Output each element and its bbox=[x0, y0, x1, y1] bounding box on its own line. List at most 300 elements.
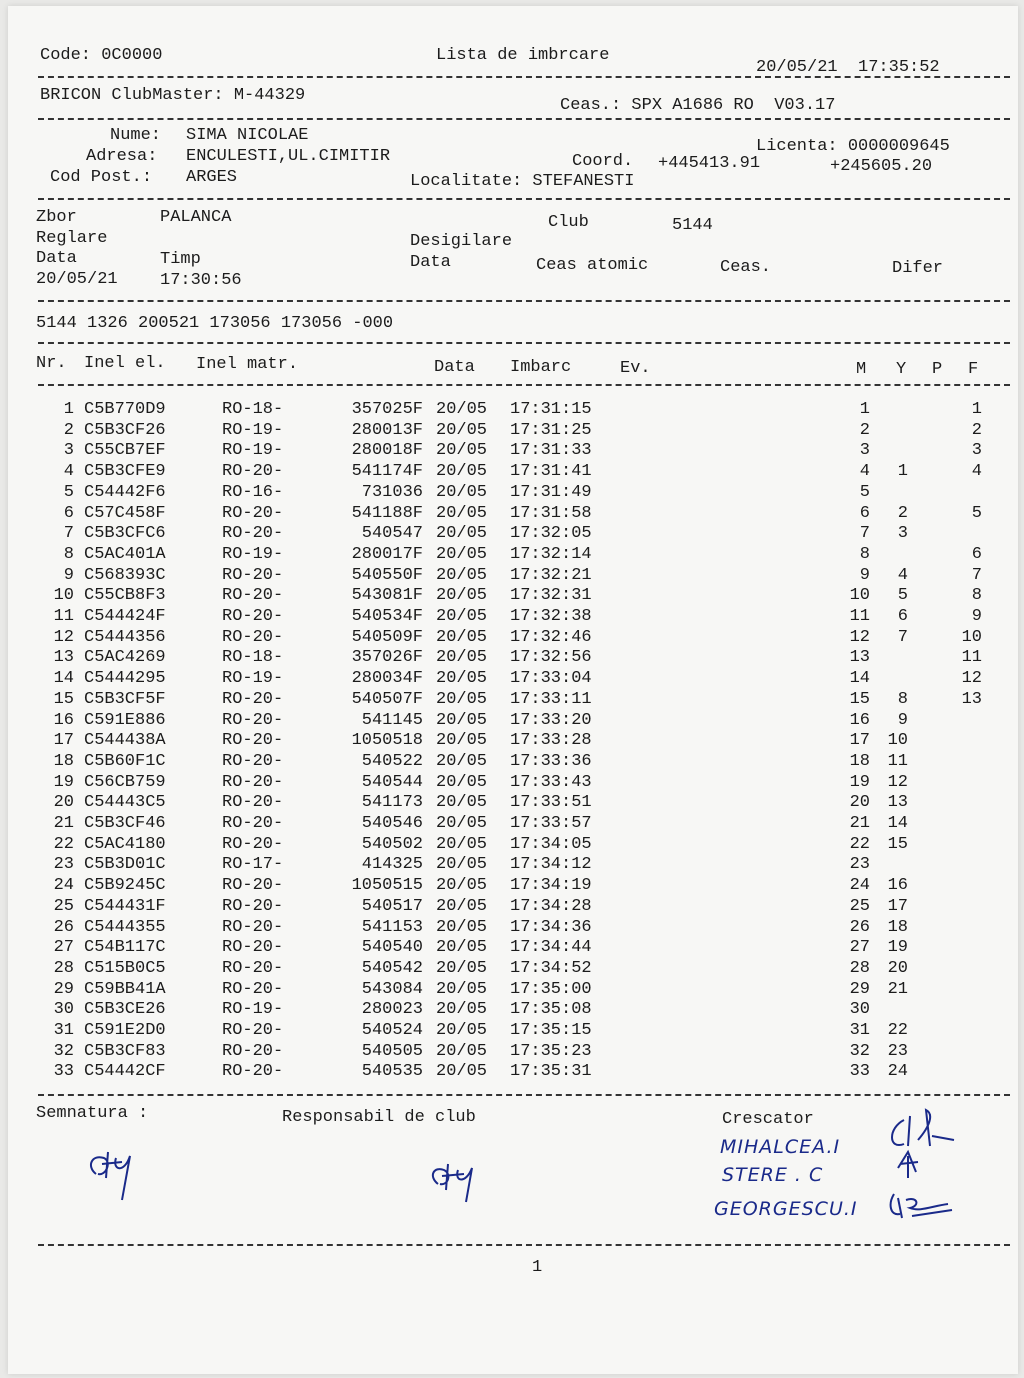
cell-f: 2 bbox=[971, 420, 982, 440]
cell-el: C55CB7EF bbox=[84, 441, 166, 461]
cell-pre: RO-19- bbox=[222, 420, 284, 440]
cell-num: 541145 bbox=[361, 710, 423, 730]
cell-date: 20/05 bbox=[436, 503, 488, 523]
cell-m: 16 bbox=[849, 710, 870, 730]
col-ev: Ev. bbox=[620, 359, 651, 378]
cell-pre: RO-20- bbox=[222, 524, 284, 544]
cell-el: C54443C5 bbox=[84, 793, 166, 813]
owner-address: ENCULESTI,UL.CIMITIR bbox=[186, 147, 391, 166]
cell-el: C59BB41A bbox=[84, 979, 166, 999]
cell-time: 17:32:14 bbox=[510, 544, 592, 564]
cell-m: 32 bbox=[849, 1041, 870, 1061]
cell-y: 17 bbox=[887, 896, 908, 916]
cell-pre: RO-20- bbox=[222, 896, 284, 916]
table-row bbox=[8, 835, 1018, 856]
cell-m: 29 bbox=[849, 979, 870, 999]
cell-f: 6 bbox=[971, 544, 982, 564]
cell-num: 540540 bbox=[361, 938, 423, 958]
cell-pre: RO-20- bbox=[222, 462, 284, 482]
cell-time: 17:32:31 bbox=[510, 586, 592, 606]
cell-m: 25 bbox=[849, 896, 870, 916]
cell-time: 17:34:05 bbox=[510, 834, 592, 854]
cell-num: 543084 bbox=[361, 979, 423, 999]
cell-pre: RO-20- bbox=[222, 731, 284, 751]
table-row bbox=[8, 814, 1018, 835]
cell-el: C56CB759 bbox=[84, 772, 166, 792]
cell-el: C5B60F1C bbox=[84, 751, 166, 771]
col-data: Data bbox=[434, 358, 475, 377]
cell-pre: RO-20- bbox=[222, 917, 284, 937]
cell-m: 30 bbox=[849, 1000, 870, 1020]
cell-y: 24 bbox=[887, 1062, 908, 1082]
table-row bbox=[8, 1021, 1018, 1042]
cell-el: C591E886 bbox=[84, 710, 166, 730]
cell-pre: RO-20- bbox=[222, 876, 284, 896]
cell-time: 17:31:25 bbox=[510, 420, 592, 440]
cell-m: 6 bbox=[859, 503, 870, 523]
table-row bbox=[8, 1000, 1018, 1021]
cell-nr: 2 bbox=[63, 420, 74, 440]
cell-time: 17:31:41 bbox=[510, 462, 592, 482]
cell-m: 10 bbox=[849, 586, 870, 606]
cell-pre: RO-18- bbox=[222, 648, 284, 668]
cell-m: 14 bbox=[849, 669, 870, 689]
cell-m: 1 bbox=[859, 400, 870, 419]
divider bbox=[38, 300, 1010, 302]
cell-m: 3 bbox=[859, 441, 870, 461]
cell-date: 20/05 bbox=[436, 1062, 488, 1082]
cell-pre: RO-20- bbox=[222, 751, 284, 771]
cell-f: 10 bbox=[961, 627, 982, 647]
cell-date: 20/05 bbox=[436, 731, 488, 751]
ceas-label: Ceas. bbox=[720, 258, 772, 277]
handwritten-name-1: MIHALCEA.I bbox=[720, 1136, 841, 1158]
cell-y: 14 bbox=[887, 814, 908, 833]
club-value: 5144 bbox=[672, 216, 713, 235]
cell-y: 12 bbox=[887, 772, 908, 792]
cell-el: C57C458F bbox=[84, 503, 166, 523]
cell-pre: RO-20- bbox=[222, 793, 284, 813]
cell-nr: 5 bbox=[63, 482, 74, 502]
cell-time: 17:31:33 bbox=[510, 441, 592, 461]
signature-mark-2 bbox=[422, 1156, 492, 1216]
table-row bbox=[8, 773, 1018, 794]
cell-el: C5B9245C bbox=[84, 876, 166, 896]
cell-f: 9 bbox=[971, 607, 982, 626]
cell-time: 17:34:12 bbox=[510, 855, 592, 875]
cell-y: 5 bbox=[897, 586, 908, 606]
cell-m: 28 bbox=[849, 958, 870, 978]
cell-m: 33 bbox=[849, 1062, 870, 1082]
signature-mark-1 bbox=[82, 1144, 152, 1204]
cell-date: 20/05 bbox=[436, 938, 488, 958]
cell-num: 280034F bbox=[351, 669, 423, 689]
cell-nr: 33 bbox=[53, 1062, 74, 1082]
cell-nr: 18 bbox=[53, 751, 74, 771]
cell-y: 20 bbox=[887, 958, 908, 978]
cell-nr: 11 bbox=[53, 607, 74, 626]
breeder-signatures bbox=[874, 1106, 994, 1236]
cell-time: 17:35:08 bbox=[510, 1000, 592, 1020]
paper-sheet bbox=[8, 6, 1018, 1374]
owner-name: SIMA NICOLAE bbox=[186, 126, 309, 145]
cell-num: 357026F bbox=[351, 648, 423, 668]
cell-pre: RO-20- bbox=[222, 627, 284, 647]
table-row bbox=[8, 421, 1018, 442]
cell-nr: 10 bbox=[53, 586, 74, 606]
cell-m: 5 bbox=[859, 482, 870, 502]
cell-pre: RO-20- bbox=[222, 503, 284, 523]
cell-el: C544424F bbox=[84, 607, 166, 626]
cell-nr: 1 bbox=[63, 400, 74, 419]
cell-nr: 16 bbox=[53, 710, 74, 730]
cell-date: 20/05 bbox=[436, 400, 488, 419]
cell-el: C5444355 bbox=[84, 917, 166, 937]
cell-num: 540535 bbox=[361, 1062, 423, 1082]
cell-nr: 19 bbox=[53, 772, 74, 792]
table-row bbox=[8, 938, 1018, 959]
cell-y: 10 bbox=[887, 731, 908, 751]
cell-date: 20/05 bbox=[436, 544, 488, 564]
table-row bbox=[8, 628, 1018, 649]
cell-date: 20/05 bbox=[436, 710, 488, 730]
table-row bbox=[8, 1042, 1018, 1063]
cell-num: 543081F bbox=[351, 586, 423, 606]
cell-date: 20/05 bbox=[436, 1041, 488, 1061]
cell-el: C54B117C bbox=[84, 938, 166, 958]
handwritten-name-2: STERE . C bbox=[722, 1164, 824, 1186]
desigilare-label: Desigilare bbox=[410, 232, 513, 251]
coord-lon: +245605.20 bbox=[830, 157, 933, 176]
cell-m: 17 bbox=[849, 731, 870, 751]
cell-nr: 28 bbox=[53, 958, 74, 978]
cell-nr: 30 bbox=[53, 1000, 74, 1020]
cell-y: 15 bbox=[887, 834, 908, 854]
club-label: Club bbox=[548, 213, 589, 232]
reglare-date: 20/05/21 bbox=[36, 270, 118, 289]
cell-m: 15 bbox=[849, 689, 870, 709]
cell-num: 541188F bbox=[351, 503, 423, 523]
col-f: F bbox=[968, 360, 979, 379]
cell-el: C5B3CF26 bbox=[84, 420, 166, 440]
cell-num: 280017F bbox=[351, 544, 423, 564]
cell-m: 19 bbox=[849, 772, 870, 792]
cell-date: 20/05 bbox=[436, 876, 488, 896]
cell-y: 9 bbox=[897, 710, 908, 730]
divider bbox=[38, 1244, 1010, 1246]
table-row bbox=[8, 400, 1018, 421]
cell-pre: RO-20- bbox=[222, 1062, 284, 1082]
ceas-atomic-label: Ceas atomic bbox=[536, 256, 649, 275]
cell-f: 3 bbox=[971, 441, 982, 461]
cell-nr: 15 bbox=[53, 689, 74, 709]
cell-pre: RO-20- bbox=[222, 814, 284, 833]
cell-y: 11 bbox=[887, 751, 908, 771]
cell-num: 540542 bbox=[361, 958, 423, 978]
cell-num: 1050515 bbox=[351, 876, 423, 896]
cell-time: 17:32:38 bbox=[510, 607, 592, 626]
cell-num: 540507F bbox=[351, 689, 423, 709]
cell-m: 11 bbox=[849, 607, 870, 626]
cell-el: C515B0C5 bbox=[84, 958, 166, 978]
cell-time: 17:33:28 bbox=[510, 731, 592, 751]
table-row bbox=[8, 648, 1018, 669]
cell-nr: 17 bbox=[53, 731, 74, 751]
divider bbox=[38, 384, 1010, 386]
timp-label: Timp bbox=[160, 250, 201, 269]
cell-num: 540544 bbox=[361, 772, 423, 792]
cell-date: 20/05 bbox=[436, 1021, 488, 1040]
cell-el: C5B3CE26 bbox=[84, 1000, 166, 1020]
cell-f: 12 bbox=[961, 669, 982, 689]
cell-num: 414325 bbox=[361, 855, 423, 875]
table-row bbox=[8, 441, 1018, 462]
cell-time: 17:35:31 bbox=[510, 1062, 592, 1082]
cell-el: C5B3CF46 bbox=[84, 814, 166, 833]
cell-el: C5AC4180 bbox=[84, 834, 166, 854]
cell-y: 19 bbox=[887, 938, 908, 958]
table-row bbox=[8, 607, 1018, 628]
cell-y: 7 bbox=[897, 627, 908, 647]
cell-el: C54442F6 bbox=[84, 482, 166, 502]
cell-time: 17:32:46 bbox=[510, 627, 592, 647]
cell-nr: 9 bbox=[63, 565, 74, 585]
cell-el: C5B3CFC6 bbox=[84, 524, 166, 544]
cell-time: 17:31:49 bbox=[510, 482, 592, 502]
cell-m: 23 bbox=[849, 855, 870, 875]
cell-nr: 24 bbox=[53, 876, 74, 896]
cell-num: 541173 bbox=[361, 793, 423, 813]
handwritten-name-3: GEORGESCU.I bbox=[714, 1198, 858, 1220]
cell-time: 17:33:51 bbox=[510, 793, 592, 813]
cell-m: 20 bbox=[849, 793, 870, 813]
cell-y: 22 bbox=[887, 1021, 908, 1040]
col-inel-matr: Inel matr. bbox=[196, 355, 299, 374]
cell-m: 21 bbox=[849, 814, 870, 833]
cell-y: 21 bbox=[887, 979, 908, 999]
cell-time: 17:35:23 bbox=[510, 1041, 592, 1061]
divider bbox=[38, 118, 1010, 120]
cell-pre: RO-19- bbox=[222, 441, 284, 461]
table-row bbox=[8, 669, 1018, 690]
cell-time: 17:34:44 bbox=[510, 938, 592, 958]
cell-m: 31 bbox=[849, 1021, 870, 1040]
cell-pre: RO-20- bbox=[222, 938, 284, 958]
cell-el: C5B3CFE9 bbox=[84, 462, 166, 482]
cell-el: C5444295 bbox=[84, 669, 166, 689]
cell-el: C55CB8F3 bbox=[84, 586, 166, 606]
col-m: M bbox=[856, 360, 867, 379]
cell-el: C5B3D01C bbox=[84, 855, 166, 875]
cell-num: 280023 bbox=[361, 1000, 423, 1020]
breeder-label: Crescator bbox=[722, 1110, 814, 1129]
cell-el: C5AC4269 bbox=[84, 648, 166, 668]
cell-y: 6 bbox=[897, 607, 908, 626]
cell-time: 17:33:04 bbox=[510, 669, 592, 689]
cell-pre: RO-20- bbox=[222, 1021, 284, 1040]
cell-pre: RO-20- bbox=[222, 689, 284, 709]
cell-f: 7 bbox=[971, 565, 982, 585]
cell-nr: 13 bbox=[53, 648, 74, 668]
cell-num: 540505 bbox=[361, 1041, 423, 1061]
cell-nr: 23 bbox=[53, 855, 74, 875]
data2-label: Data bbox=[410, 253, 451, 272]
locality-text: Localitate: STEFANESTI bbox=[410, 172, 635, 191]
cell-nr: 31 bbox=[53, 1021, 74, 1040]
cell-nr: 12 bbox=[53, 627, 74, 647]
cell-el: C568393C bbox=[84, 565, 166, 585]
cell-nr: 29 bbox=[53, 979, 74, 999]
cell-date: 20/05 bbox=[436, 441, 488, 461]
cell-el: C544438A bbox=[84, 731, 166, 751]
code-text: Code: 0C0000 bbox=[40, 46, 163, 65]
cell-time: 17:33:43 bbox=[510, 772, 592, 792]
cell-date: 20/05 bbox=[436, 814, 488, 833]
cell-date: 20/05 bbox=[436, 648, 488, 668]
cell-m: 18 bbox=[849, 751, 870, 771]
cell-time: 17:34:36 bbox=[510, 917, 592, 937]
cell-date: 20/05 bbox=[436, 420, 488, 440]
cell-date: 20/05 bbox=[436, 834, 488, 854]
cell-pre: RO-19- bbox=[222, 1000, 284, 1020]
cell-date: 20/05 bbox=[436, 855, 488, 875]
signature-label: Semnatura : bbox=[36, 1104, 149, 1123]
club-responsible-label: Responsabil de club bbox=[282, 1108, 476, 1127]
cell-y: 4 bbox=[897, 565, 908, 585]
document-title: Lista de imbrcare bbox=[436, 46, 610, 65]
cell-date: 20/05 bbox=[436, 793, 488, 813]
table-row bbox=[8, 524, 1018, 545]
col-y: Y bbox=[896, 360, 907, 379]
table-row bbox=[8, 918, 1018, 939]
cell-nr: 32 bbox=[53, 1041, 74, 1061]
cell-num: 541153 bbox=[361, 917, 423, 937]
cell-pre: RO-17- bbox=[222, 855, 284, 875]
cell-el: C54442CF bbox=[84, 1062, 166, 1082]
cell-y: 2 bbox=[897, 503, 908, 523]
table-row bbox=[8, 876, 1018, 897]
cell-pre: RO-16- bbox=[222, 482, 284, 502]
cell-m: 12 bbox=[849, 627, 870, 647]
table-row bbox=[8, 483, 1018, 504]
cell-date: 20/05 bbox=[436, 482, 488, 502]
cell-date: 20/05 bbox=[436, 627, 488, 647]
difer-label: Difer bbox=[892, 259, 944, 278]
cell-pre: RO-18- bbox=[222, 400, 284, 419]
cell-f: 11 bbox=[961, 648, 982, 668]
cell-date: 20/05 bbox=[436, 524, 488, 544]
cell-num: 540509F bbox=[351, 627, 423, 647]
divider bbox=[38, 342, 1010, 344]
col-inel-el: Inel el. bbox=[84, 354, 166, 373]
table-row bbox=[8, 731, 1018, 752]
print-datetime: 20/05/21 17:35:52 bbox=[756, 58, 940, 77]
reglare-label: Reglare bbox=[36, 229, 108, 248]
clock-text: Ceas.: SPX A1686 RO V03.17 bbox=[560, 96, 836, 115]
cell-num: 540522 bbox=[361, 751, 423, 771]
cell-pre: RO-20- bbox=[222, 586, 284, 606]
flight-code-line: 5144 1326 200521 173056 173056 -000 bbox=[36, 314, 394, 333]
cell-date: 20/05 bbox=[436, 958, 488, 978]
cell-nr: 21 bbox=[53, 814, 74, 833]
cell-nr: 26 bbox=[53, 917, 74, 937]
table-row bbox=[8, 711, 1018, 732]
postal-label: Cod Post.: bbox=[50, 168, 153, 187]
table-row bbox=[8, 855, 1018, 876]
cell-num: 280018F bbox=[351, 441, 423, 461]
cell-pre: RO-20- bbox=[222, 710, 284, 730]
cell-y: 23 bbox=[887, 1041, 908, 1061]
cell-pre: RO-20- bbox=[222, 772, 284, 792]
table-row bbox=[8, 586, 1018, 607]
cell-nr: 4 bbox=[63, 462, 74, 482]
cell-time: 17:35:00 bbox=[510, 979, 592, 999]
cell-date: 20/05 bbox=[436, 896, 488, 916]
cell-date: 20/05 bbox=[436, 689, 488, 709]
cell-nr: 3 bbox=[63, 441, 74, 461]
cell-date: 20/05 bbox=[436, 565, 488, 585]
cell-nr: 7 bbox=[63, 524, 74, 544]
cell-num: 1050518 bbox=[351, 731, 423, 751]
cell-num: 541174F bbox=[351, 462, 423, 482]
cell-time: 17:32:05 bbox=[510, 524, 592, 544]
table-row bbox=[8, 690, 1018, 711]
cell-num: 540502 bbox=[361, 834, 423, 854]
cell-m: 22 bbox=[849, 834, 870, 854]
zbor-value: PALANCA bbox=[160, 208, 232, 227]
cell-y: 16 bbox=[887, 876, 908, 896]
cell-f: 13 bbox=[961, 689, 982, 709]
cell-m: 7 bbox=[859, 524, 870, 544]
device-text: BRICON ClubMaster: M-44329 bbox=[40, 86, 306, 105]
cell-nr: 25 bbox=[53, 896, 74, 916]
cell-num: 540524 bbox=[361, 1021, 423, 1040]
page-number: 1 bbox=[532, 1258, 543, 1277]
reglare-time: 17:30:56 bbox=[160, 271, 242, 290]
cell-time: 17:33:11 bbox=[510, 689, 592, 709]
cell-m: 9 bbox=[859, 565, 870, 585]
cell-date: 20/05 bbox=[436, 669, 488, 689]
cell-m: 4 bbox=[859, 462, 870, 482]
table-row bbox=[8, 545, 1018, 566]
cell-date: 20/05 bbox=[436, 979, 488, 999]
cell-y: 18 bbox=[887, 917, 908, 937]
cell-num: 540547 bbox=[361, 524, 423, 544]
cell-time: 17:32:21 bbox=[510, 565, 592, 585]
cell-time: 17:34:28 bbox=[510, 896, 592, 916]
cell-time: 17:33:36 bbox=[510, 751, 592, 771]
cell-f: 8 bbox=[971, 586, 982, 606]
cell-nr: 22 bbox=[53, 834, 74, 854]
cell-date: 20/05 bbox=[436, 772, 488, 792]
table-row bbox=[8, 980, 1018, 1001]
cell-y: 13 bbox=[887, 793, 908, 813]
table-row bbox=[8, 1062, 1018, 1083]
table-row bbox=[8, 897, 1018, 918]
cell-y: 3 bbox=[897, 524, 908, 544]
cell-pre: RO-20- bbox=[222, 565, 284, 585]
cell-date: 20/05 bbox=[436, 917, 488, 937]
cell-nr: 27 bbox=[53, 938, 74, 958]
coord-label: Coord. bbox=[572, 152, 634, 171]
col-nr: Nr. bbox=[36, 354, 67, 373]
license-text: Licenta: 0000009645 bbox=[756, 137, 950, 156]
cell-time: 17:34:52 bbox=[510, 958, 592, 978]
cell-pre: RO-20- bbox=[222, 1041, 284, 1061]
cell-pre: RO-20- bbox=[222, 607, 284, 626]
cell-m: 24 bbox=[849, 876, 870, 896]
cell-el: C5B770D9 bbox=[84, 400, 166, 419]
